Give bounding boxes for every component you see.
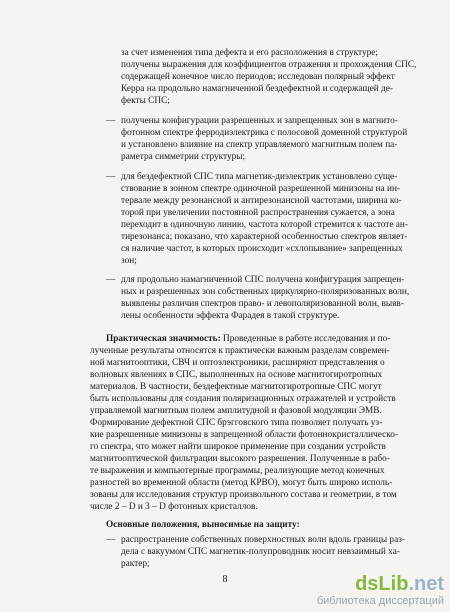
text-line: ся наличие частот, в которых происходит «схлопывание» запрещенных	[121, 244, 403, 254]
text-line: числе 2 – D и 3 – D фотонных кристаллов.	[90, 502, 258, 512]
watermark	[317, 573, 444, 608]
bullet-dash: —	[106, 172, 116, 182]
text-line	[106, 334, 390, 345]
watermark-tld: .net	[408, 573, 444, 595]
text-line: тервале между резонансной и антирезонансной частотами, ширина ко-	[121, 196, 402, 206]
watermark-subtitle: библиотека диссертаций	[316, 595, 444, 607]
text-line: распространение собственных поверхностных волн вдоль границы раз-	[121, 535, 405, 545]
text-line: управляемой магнитным полем амплитудной и фазовой модуляции ЭМВ.	[90, 406, 382, 416]
text-line: тирезонанса; показано, что характерной особенностью спектров являет-	[121, 232, 408, 242]
text-line: переходит в одиночную линию, частота которой стремится к частоте ан-	[121, 220, 408, 230]
text-line: лученные результаты относятся к практически важным разделам современ-	[90, 346, 390, 356]
text-line: получены конфигурации разрешенных и запрещенных зон в магнито-	[121, 116, 398, 126]
text-line: дела с вакуумом СПС магнетик-полупроводник носит невзаимный ха-	[121, 547, 400, 557]
text-line: ной магнитооптики, СВЧ и оптоэлектроники, расширяют представления о	[90, 358, 385, 368]
text-line: лены особенности эффекта Фарадея в такой структуре.	[121, 311, 340, 321]
text-line: ствование в зонном спектре одиночной разрешенной минизоны на ин-	[121, 184, 401, 194]
text-line: ных и разрешенных зон собственных циркулярно-поляризованных волн,	[121, 287, 410, 297]
text-line: разностей во временной области (метод КРВО), могут быть широко исполь-	[90, 478, 393, 488]
text-line: Керра на продольно намагниченной бездефектной и содержащей де-	[121, 84, 393, 94]
text-line: быть использованы для создания поляризационных отражателей и устройств	[90, 394, 396, 404]
text-line: раметра симметрии структуры;	[121, 152, 246, 162]
text-line: за счет изменения типа дефекта и его расположения в структуре;	[121, 48, 378, 58]
significance-first-line: Проведенные в работе исследования и по-	[220, 334, 391, 344]
bullet-dash: —	[106, 116, 116, 126]
section-heading: Основные положения, выносимые на защиту:	[106, 520, 300, 530]
watermark-logo	[317, 573, 444, 595]
text-line: зон;	[121, 256, 137, 266]
text-line: для продольно намагниченной СПС получена конфигурация запрещен-	[121, 275, 405, 285]
text-line: рактер;	[121, 559, 150, 569]
text-line: фотонном спектре ферродиэлектрика с полосовой доменной структурой	[121, 128, 408, 138]
text-line: зованы для исследования структур произвольного состава и геометрии, в том	[90, 490, 397, 500]
text-line: материалов. В частности, бездефектные магнитогиротропные СПС могут	[90, 382, 382, 392]
text-line: и установлено влияние на спектр управляемого магнитным полем па-	[121, 140, 398, 150]
text-line: кие разрешенные минизоны в запрещенной области фотоннокристаллическо-	[90, 430, 399, 440]
text-line: фекты СПС;	[121, 96, 170, 106]
bullet-dash: —	[106, 275, 116, 285]
text-line: те выражения и компьютерные программы, реализующие метод конечных	[90, 466, 385, 476]
text-line: для бездефектной СПС типа магнетик-диэлектрик установлено суще-	[121, 172, 398, 182]
text-line: волновых явлениях в СПС, выполненных на основе магнитогиротропных	[90, 370, 383, 380]
text-line: получены выражения для коэффициентов отражения и прохождения СПС,	[121, 60, 417, 70]
text-line: магнитооптической фильтрации высокого разрешения. Полученные в рабо-	[90, 454, 390, 464]
watermark-brand: dsLib	[355, 573, 409, 595]
text-line: выявлены различия спектров право- и левополяризованной волн, выяв-	[121, 299, 404, 309]
bullet-dash: —	[106, 535, 116, 545]
text-line: го спектра, что может найти широкое применение при создании устройств	[90, 442, 386, 452]
text-line: содержащей конечное число периодов; исследован полярный эффект	[121, 72, 395, 82]
text-line: Формирование дефектной СПС брэгговского типа позволяет получать уз-	[90, 418, 383, 428]
text-line: торой при увеличении постоянной распространения сужается, а зона	[121, 208, 395, 218]
significance-heading: Практическая значимость:	[106, 334, 221, 344]
page-number: 8	[222, 574, 228, 585]
